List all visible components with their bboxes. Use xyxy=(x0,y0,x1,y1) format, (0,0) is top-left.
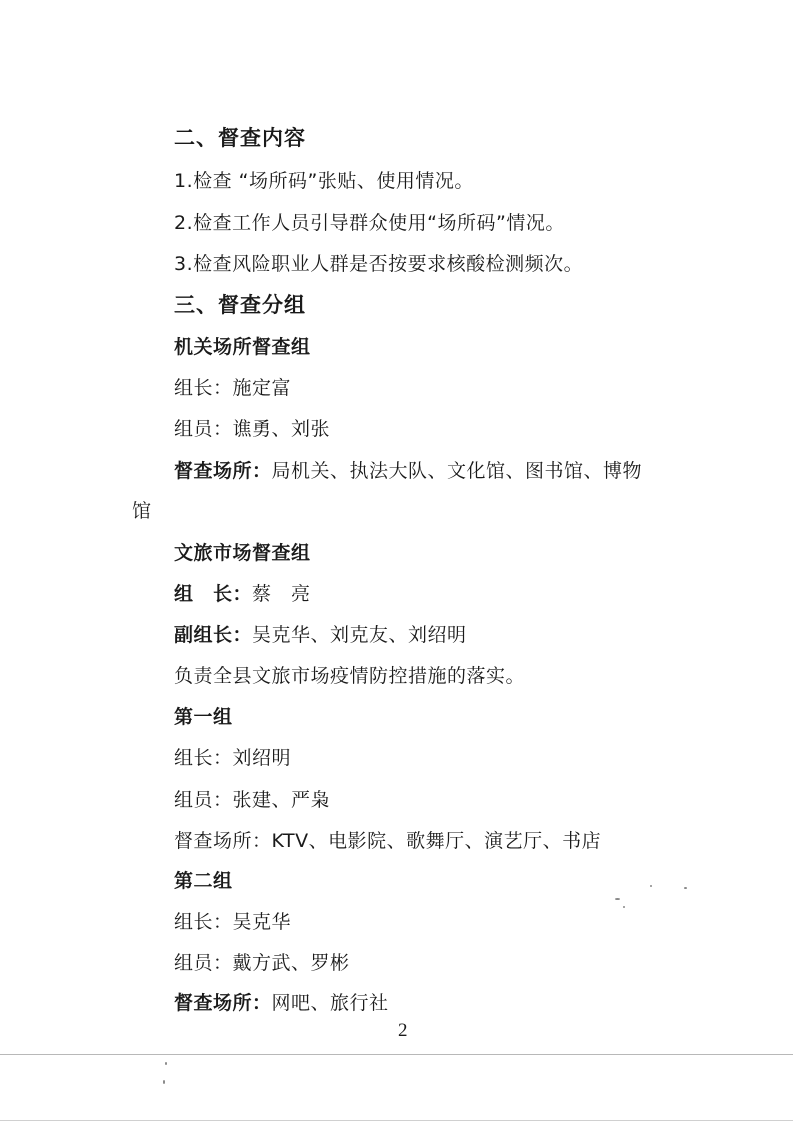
section-heading-supervision-groups: 三、督查分组 xyxy=(174,293,306,317)
group-leader-office: 组长：施定富 xyxy=(174,377,292,399)
places-label: 督查场所： xyxy=(174,460,272,482)
places-label: 督查场所： xyxy=(174,992,272,1014)
page-number: 2 xyxy=(398,1020,408,1041)
places-value: 局机关、执法大队、文化馆、图书馆、博物 xyxy=(271,460,643,482)
leader-value: 蔡 亮 xyxy=(252,583,311,605)
places-value: 网吧、旅行社 xyxy=(271,992,389,1014)
content-item-1: 1.检查 “场所码”张贴、使用情况。 xyxy=(174,170,474,192)
group-leader-culture-tourism xyxy=(174,581,311,607)
content-item-2: 2.检查工作人员引导群众使用“场所码”情况。 xyxy=(174,212,565,234)
team-members-1: 组员：张建、严枭 xyxy=(174,789,331,811)
group-title-office: 机关场所督查组 xyxy=(174,336,311,358)
group-duty-culture-tourism: 负责全县文旅市场疫情防控措施的落实。 xyxy=(174,665,526,687)
deputy-value: 吴克华、刘克友、刘绍明 xyxy=(252,624,467,646)
team-places-1: 督查场所：KTV、电影院、歌舞厅、演艺厅、书店 xyxy=(174,830,602,852)
scan-speck xyxy=(615,898,620,900)
content-item-3: 3.检查风险职业人群是否按要求核酸检测频次。 xyxy=(174,253,584,275)
leader-label: 组 长： xyxy=(174,583,253,605)
scan-speck xyxy=(684,887,687,889)
group-places-office xyxy=(174,458,642,484)
team-title-1: 第一组 xyxy=(174,706,233,728)
scan-edge-line xyxy=(0,1054,793,1055)
scan-speck xyxy=(650,885,652,887)
team-members-2: 组员：戴方武、罗彬 xyxy=(174,952,350,974)
section-heading-supervision-content: 二、督查内容 xyxy=(174,126,306,150)
group-title-culture-tourism: 文旅市场督查组 xyxy=(174,542,311,564)
team-title-2: 第二组 xyxy=(174,870,233,892)
group-members-office: 组员：谯勇、刘张 xyxy=(174,418,331,440)
group-places-office-continued: 馆 xyxy=(132,500,152,522)
team-leader-2: 组长：吴克华 xyxy=(174,911,292,933)
team-places-2 xyxy=(174,990,389,1016)
group-deputy-culture-tourism xyxy=(174,622,467,648)
scan-speck xyxy=(165,1062,167,1065)
deputy-label: 副组长： xyxy=(174,624,253,646)
scan-speck xyxy=(623,906,625,908)
scan-speck xyxy=(163,1080,165,1084)
team-leader-1: 组长：刘绍明 xyxy=(174,747,292,769)
